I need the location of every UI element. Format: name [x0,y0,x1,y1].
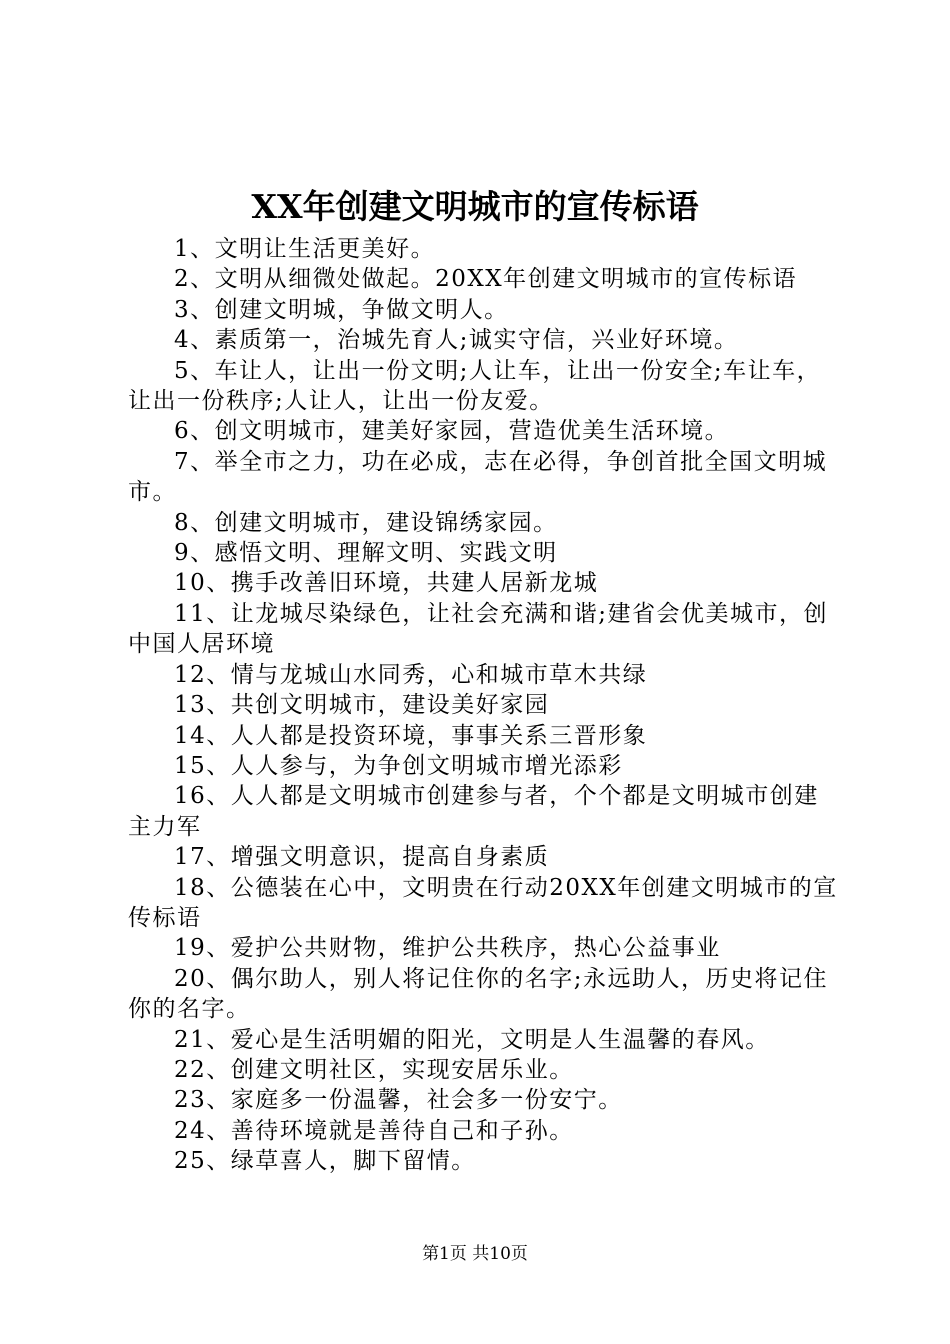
list-item: 10、携手改善旧环境，共建人居新龙城 [174,570,599,597]
list-item: 18、公德装在心中，文明贵在行动20XX年创建文明城市的宣传标语 [128,874,838,931]
list-item: 23、家庭多一份温馨，社会多一份安宁。 [174,1087,623,1114]
list-item: 5、车让人，让出一份文明;人让车，让出一份安全;车让车，让出一份秩序;人让人，让出一份友爱。 [128,357,822,415]
document-title: XX年创建文明城市的宣传标语 [251,187,699,226]
list-item: 14、人人都是投资环境，事事关系三晋形象 [174,722,648,749]
list-item: 21、爱心是生活明媚的阳光，文明是人生温馨的春风。 [174,1026,770,1053]
list-item: 9、感悟文明、理解文明、实践文明 [174,540,558,567]
list-item: 12、情与龙城山水同秀，心和城市草木共绿 [174,661,648,688]
list-item: 22、创建文明社区，实现安居乐业。 [174,1056,574,1083]
list-item: 8、创建文明城市，建设锦绣家园。 [174,509,558,536]
list-item: 19、爱护公共财物，维护公共秩序，热心公益事业 [174,935,721,962]
list-item: 7、举全市之力，功在必成，志在必得，争创首批全国文明城市。 [128,448,828,506]
list-item: 4、素质第一，治城先育人;诚实守信，兴业好环境。 [174,327,739,354]
list-item: 1、文明让生活更美好。 [174,236,436,262]
list-item: 13、共创文明城市，建设美好家园 [174,692,550,719]
list-item: 15、人人参与，为争创文明城市增光添彩 [174,752,623,779]
list-item: 25、绿草喜人，脚下留情。 [174,1148,476,1175]
list-item: 3、创建文明城，争做文明人。 [174,296,509,323]
list-item: 11、让龙城尽染绿色，让社会充满和谐;建省会优美城市，创中国人居环境 [128,600,829,658]
page-number: 第1页 共10页 [422,1244,528,1264]
list-item: 17、增强文明意识，提高自身素质 [174,844,550,871]
list-item: 20、偶尔助人，别人将记住你的名字;永远助人，历史将记住你的名字。 [128,965,829,1023]
list-item: 6、创文明城市，建美好家园，营造优美生活环境。 [174,418,730,445]
list-item: 2、文明从细微处做起。20XX年创建文明城市的宣传标语 [174,266,798,293]
slogan-list [128,234,838,1177]
list-item: 24、善待环境就是善待自己和子孙。 [174,1117,574,1144]
list-item: 16、人人都是文明城市创建参与者，个个都是文明城市创建主力军 [128,783,819,840]
